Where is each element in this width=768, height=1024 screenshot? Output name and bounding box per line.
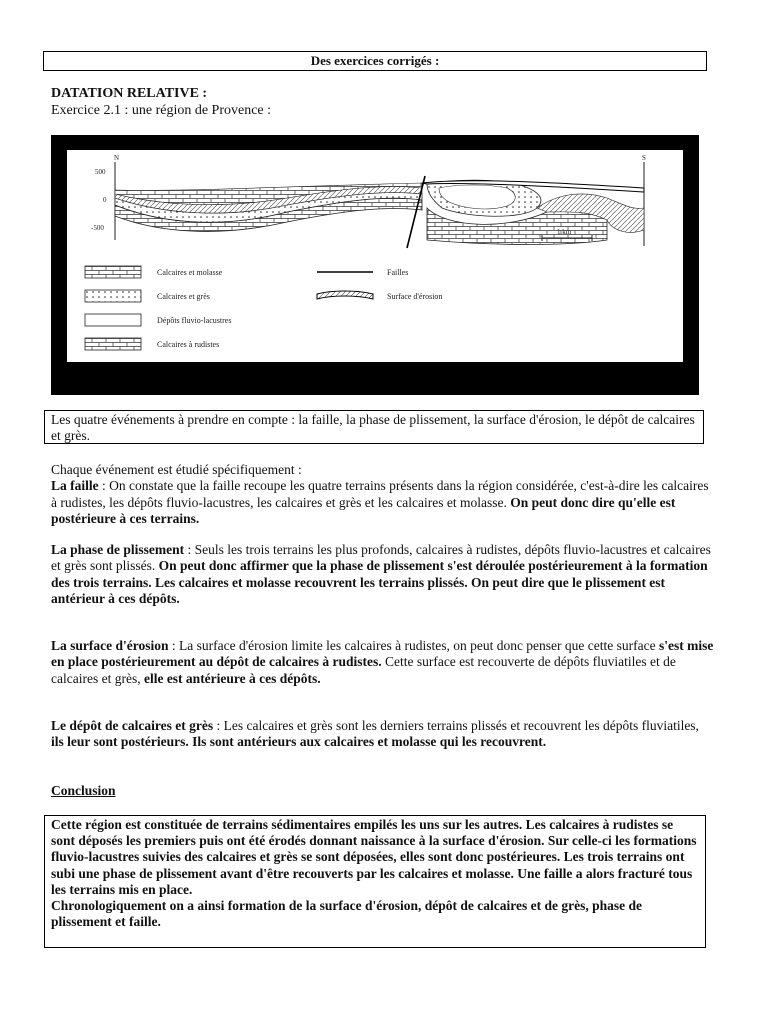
legend-label-molasse: Calcaires et molasse [157, 268, 223, 277]
faille-conclusion: On peut donc dire qu'elle est postérieure à ces terrains. [51, 494, 676, 526]
cross-section-diagram [67, 150, 683, 362]
legend-label-erosion: Surface d'érosion [387, 292, 443, 301]
faille-label: La faille [51, 478, 99, 494]
page-title: Des exercices corrigés : [43, 51, 707, 71]
plissement-text: : Seuls les trois terrains les plus profonds, calcaires à rudistes, dépôts fluvio-lacustres et calcaires et grès sont plissés. [51, 542, 711, 574]
elev-zero-left: 0 [103, 196, 107, 204]
paragraph-depot [51, 718, 715, 751]
north-label: N [114, 154, 120, 162]
erosion-label: La surface d'érosion [51, 638, 169, 653]
erosion-bold-1: s'est mise en place postérieurement au dépôt de calcaires à rudistes. [51, 638, 714, 670]
legend-label-fluvio: Dépôts fluvio-lacustres [157, 316, 232, 325]
legend-label-gres: Calcaires et grès [157, 292, 210, 301]
plissement-conclusion: On peut donc affirmer que la phase de plissement s'est déroulée postérieurement à la formation des trois terrains. Les calcaires et molasse recouvrent les terrains plissés. On peut dire que le plissement est antérieur à ces dépôts. [51, 558, 708, 606]
section-title: DATATION RELATIVE : [51, 86, 208, 101]
legend [85, 266, 442, 350]
paragraph-faille [51, 462, 715, 527]
plissement-label: La phase de plissement [51, 542, 185, 557]
legend-swatch-erosion [317, 291, 373, 299]
erosion-text-1: : La surface d'érosion limite les calcaires à rudistes, on peut donc penser que cette surface [168, 638, 659, 653]
paragraph-plissement [51, 542, 715, 607]
depot-conclusion: ils leur sont postérieurs. Ils sont antérieurs aux calcaires et molasse qui les recouvrent. [51, 734, 547, 750]
conclusion-paragraph-1: Cette région est constituée de terrains sédimentaires empilés les uns sur les autres. Les calcaires à rudistes se sont déposés les premiers puis ont été érodés donnant naissance à la surface d'érosion. Sur celle-ci les formations fluvio-lacustres suivies des calcaires et grès se sont déposées, elles sont donc postérieures. Les trois terrains ont subi une phase de plissement avant d'être recouverts par les calcaires et molasse. Une faille a alors fracturé tous les terrains mis en place. [51, 817, 697, 897]
legend-swatch-molasse [85, 266, 141, 278]
conclusion-box [44, 815, 706, 948]
south-label: S [642, 154, 646, 162]
legend-swatch-fluvio [85, 314, 141, 326]
faille-text: : On constate que la faille recoupe les quatre terrains présents dans la région considérée, c'est-à-dire les calcaires à rudistes, les dépôts fluvio-lacustres, les calcaires et grès et les calcaires et molasse. [51, 478, 709, 510]
legend-swatch-gres [85, 290, 141, 302]
legend-label-failles: Failles [387, 268, 409, 277]
exercise-title: Exercice 2.1 : une région de Provence : [51, 103, 272, 118]
depot-label: Le dépôt de calcaires et grès [51, 718, 214, 733]
erosion-text-2: Cette surface est recouverte de dépôts fluviatiles et de calcaires et grès, [51, 654, 676, 686]
elev-top-left: 500 [95, 168, 106, 176]
conclusion-title: Conclusion [51, 783, 116, 798]
elev-bottom-left: -500 [91, 224, 104, 232]
conclusion-paragraph-2: Chronologiquement on a ainsi formation de la surface d'érosion, dépôt de calcaires et de grès, phase de plissement et faille. [51, 898, 642, 930]
events-box: Les quatre événements à prendre en compte : la faille, la phase de plissement, la surface d'érosion, le dépôt de calcaires et grès. [44, 410, 704, 444]
geological-cross-section-figure [51, 135, 699, 395]
legend-swatch-rudistes [85, 338, 141, 350]
scale-label: 1 km [557, 228, 572, 236]
depot-text: : Les calcaires et grès sont les derniers terrains plissés et recouvrent les dépôts fluviatiles, [213, 718, 699, 733]
paragraph-erosion [51, 638, 715, 687]
erosion-bold-2: elle est antérieure à ces dépôts. [143, 670, 321, 686]
legend-label-rudistes: Calcaires à rudistes [157, 340, 220, 349]
intro-text: Chaque événement est étudié spécifiquement : [51, 462, 302, 477]
